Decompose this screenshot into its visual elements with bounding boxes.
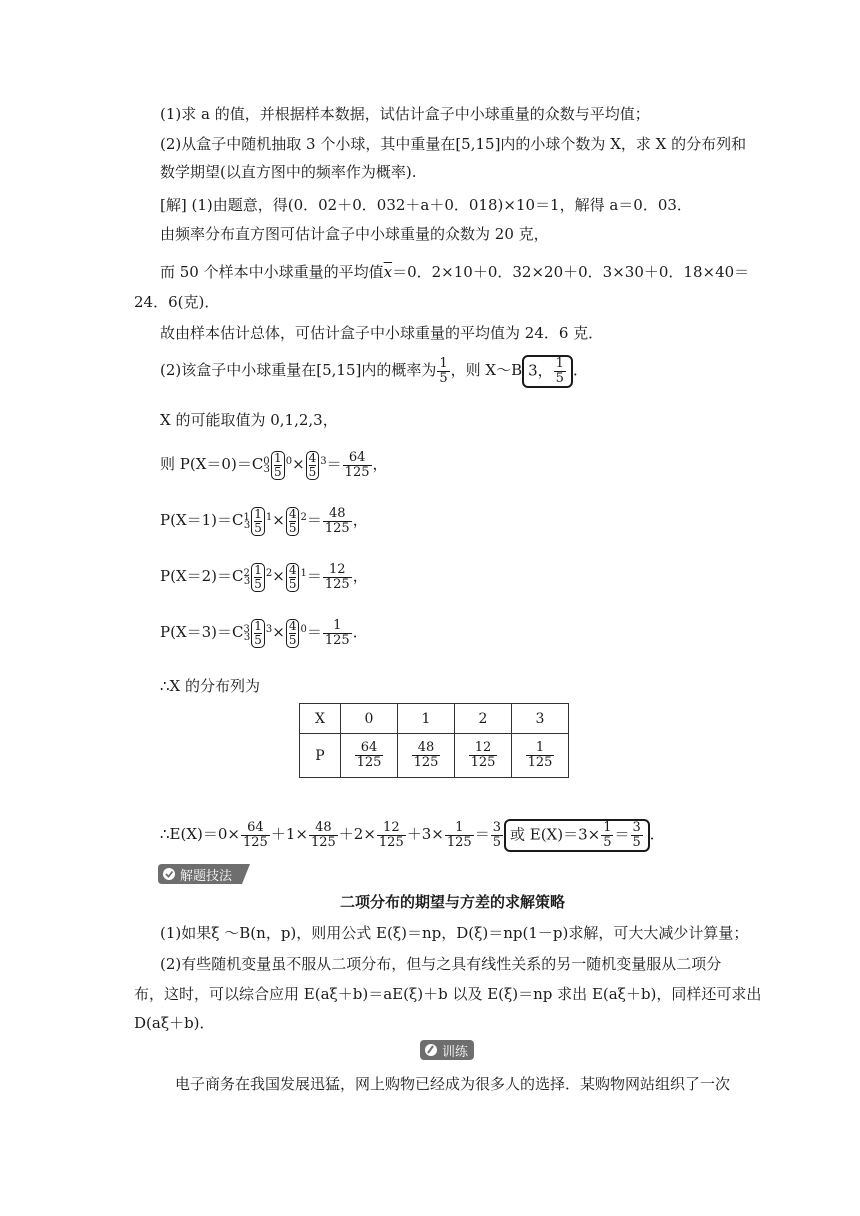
table-p-1: $\frac{48}{125}$	[398, 734, 455, 778]
method-1: (1)如果ξ ～B(n，p)，则用公式 E(ξ)＝np，D(ξ)＝np(1－p)求解，可大大减少计算量；	[160, 924, 749, 942]
expectation-line: ∴E(X)＝0× $\frac{64}{125}$ ＋1× $\frac{48}{125}$ ＋2× $\frac{12}{125}$ ＋3× $\frac{1}{125}$ ＝ $\frac{3}{5}$ 或 E(X)＝3× $\frac{1}{5}$ ＝ $\frac{3}{5}$ ．	[160, 819, 665, 850]
table-x-1: 1	[398, 704, 455, 734]
method-2-line3: D(aξ＋b)．	[134, 1014, 215, 1032]
tips-badge-label: 解题技法	[180, 869, 233, 884]
tips-badge	[158, 864, 250, 884]
table-p-0: $\frac{64}{125}$	[341, 734, 398, 778]
probability-row: $P(X=1)=C^1_3$ $\frac{1}{5}$ $^1$× $\frac{4}{5}$ $^2$＝ $\frac{48}{125}$ ，	[160, 505, 368, 536]
estimate-line: 故由样本估计总体，可估计盒子中小球重量的平均值为 24．6 克．	[160, 324, 604, 342]
mean-result: 24．6(克)．	[134, 293, 220, 311]
training-badge-label: 训练	[442, 1045, 469, 1060]
distribution-table	[299, 703, 569, 778]
table-x-2: 2	[455, 704, 512, 734]
question-1: (1)求 a 的值，并根据样本数据，试估计盒子中小球重量的众数与平均值；	[160, 105, 650, 123]
question-2-line2: 数学期望(以直方图中的频率作为概率).	[160, 163, 417, 181]
table-header-x: X	[300, 704, 341, 734]
method-2-line2: 布，这时，可以综合应用 E(aξ＋b)＝aE(ξ)＋b 以及 E(ξ)＝np 求出 E(aξ＋b)，同样还可求出	[134, 985, 762, 1003]
training-text: 电子商务在我国发展迅猛，网上购物已经成为很多人的选择．某购物网站组织了一次	[175, 1075, 731, 1093]
solution-label: [解]	[160, 196, 187, 214]
table-p-2: $\frac{12}{125}$	[455, 734, 512, 778]
probability-row: $P(X=2)=C^2_3$ $\frac{1}{5}$ $^2$× $\frac{4}{5}$ $^1$＝ $\frac{12}{125}$ ，	[160, 561, 368, 592]
table-p-3: $\frac{1}{125}$	[512, 734, 569, 778]
values-line: X 的可能取值为 0,1,2,3，	[160, 411, 338, 429]
mean-line: 而 50 个样本中小球重量的平均值$\overline{x}=0$．2×10＋0．32×20＋0．3×30＋0．18×40＝	[160, 263, 750, 281]
probability-row: $P(X=3)=C^3_3$ $\frac{1}{5}$ $^3$× $\frac{4}{5}$ $^0$＝ $\frac{1}{125}$ ．	[160, 617, 368, 648]
probability-line: (2)该盒子中小球重量在[5,15]内的概率为 $\frac{1}{5}$ ，则 X～B 3， $\frac{1}{5}$ ．	[160, 355, 588, 386]
table-x-3: 3	[512, 704, 569, 734]
question-2-line1: (2)从盒子中随机抽取 3 个小球，其中重量在[5,15]内的小球个数为 X，求 X 的分布列和	[160, 135, 747, 153]
table-header-p: P	[300, 734, 341, 778]
method-2-line1: (2)有些随机变量虽不服从二项分布，但与之具有线性关系的另一随机变量服从二项分	[160, 955, 722, 973]
distribution-label: ∴X 的分布列为	[160, 677, 260, 695]
mode-line: 由频率分布直方图可估计盒子中小球重量的众数为 20 克，	[160, 225, 549, 243]
training-badge	[420, 1040, 474, 1060]
probability-row: 则 $P(X=0)=C^0_3$ $\frac{1}{5}$ $^0$× $\frac{4}{5}$ $^3$＝ $\frac{64}{125}$ ，	[160, 449, 388, 480]
table-x-0: 0	[341, 704, 398, 734]
method-title: 二项分布的期望与方差的求解策略	[340, 893, 566, 911]
solution-1: [解] (1)由题意，得(0．02＋0．032＋a＋0．018)×10＝1，解得 a＝0．03．	[160, 196, 692, 214]
